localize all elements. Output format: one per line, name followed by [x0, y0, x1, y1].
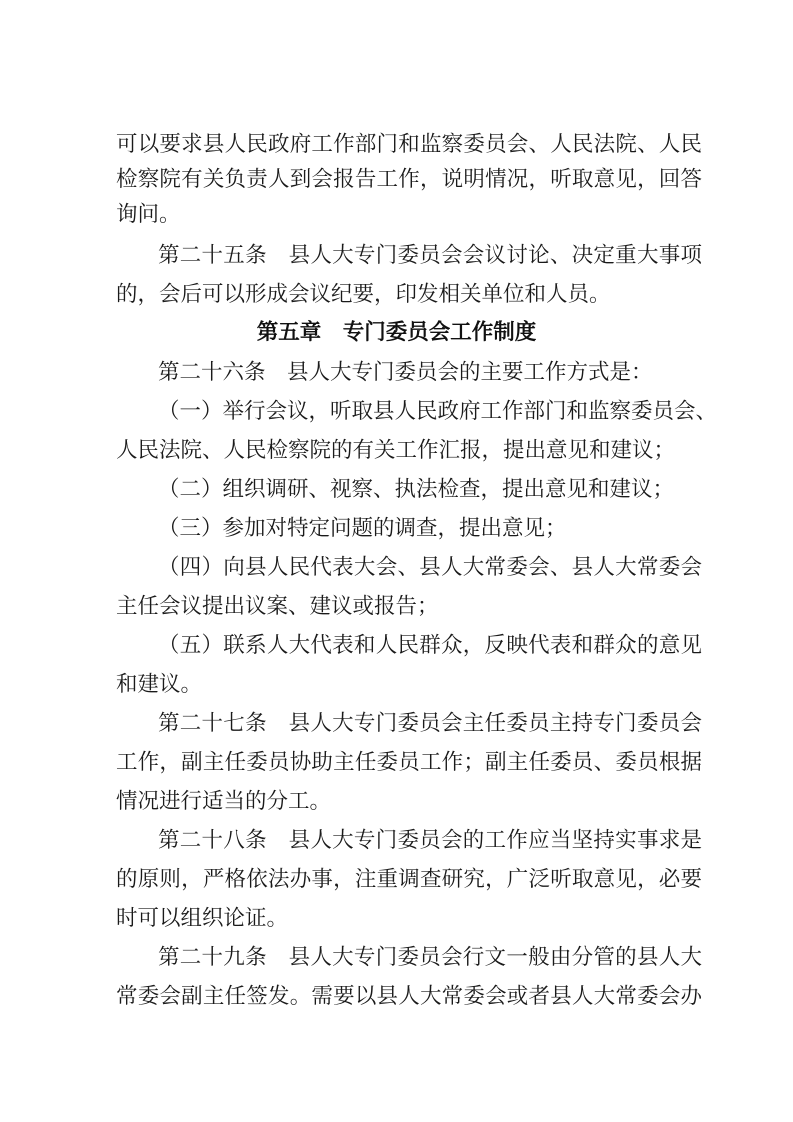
body-line: 工作，副主任委员协助主任委员工作；副主任委员、委员根据 — [116, 750, 702, 775]
chapter-heading: 第五章 专门委员会工作制度 — [256, 320, 537, 345]
body-line: 时可以组织论证。 — [116, 906, 289, 931]
article-line: 第二十五条 县人大专门委员会会议讨论、决定重大事项 — [158, 243, 702, 268]
body-line: 询问。 — [116, 202, 181, 227]
body-line: 人民法院、人民检察院的有关工作汇报，提出意见和建议； — [116, 438, 676, 463]
body-line: 可以要求县人民政府工作部门和监察委员会、人民法院、人民 — [116, 132, 702, 157]
list-item-line: （五）联系人大代表和人民群众，反映代表和群众的意见 — [158, 633, 702, 658]
body-line: 主任会议提出议案、建议或报告； — [116, 594, 439, 619]
list-item-line: （四）向县人民代表大会、县人大常委会、县人大常委会 — [158, 555, 702, 580]
list-item-line: （一）举行会议，听取县人民政府工作部门和监察委员会、 — [158, 399, 718, 424]
article-line: 第二十六条 县人大专门委员会的主要工作方式是： — [158, 360, 653, 385]
body-line: 和建议。 — [116, 672, 203, 697]
article-line: 第二十七条 县人大专门委员会主任委员主持专门委员会 — [158, 711, 702, 736]
list-item-line: （三）参加对特定问题的调查，提出意见； — [158, 516, 567, 541]
article-line: 第二十九条 县人大专门委员会行文一般由分管的县人大 — [158, 945, 702, 970]
article-line: 第二十八条 县人大专门委员会的工作应当坚持实事求是 — [158, 828, 702, 853]
list-item-line: （二）组织调研、视察、执法检查，提出意见和建议； — [158, 477, 675, 502]
body-line: 的原则，严格依法办事，注重调查研究，广泛听取意见，必要 — [116, 867, 702, 892]
body-line: 常委会副主任签发。需要以县人大常委会或者县人大常委会办 — [116, 984, 702, 1009]
body-line: 检察院有关负责人到会报告工作，说明情况，听取意见，回答 — [116, 167, 702, 192]
body-line: 情况进行适当的分工。 — [116, 789, 332, 814]
body-line: 的，会后可以形成会议纪要，印发相关单位和人员。 — [116, 282, 611, 307]
